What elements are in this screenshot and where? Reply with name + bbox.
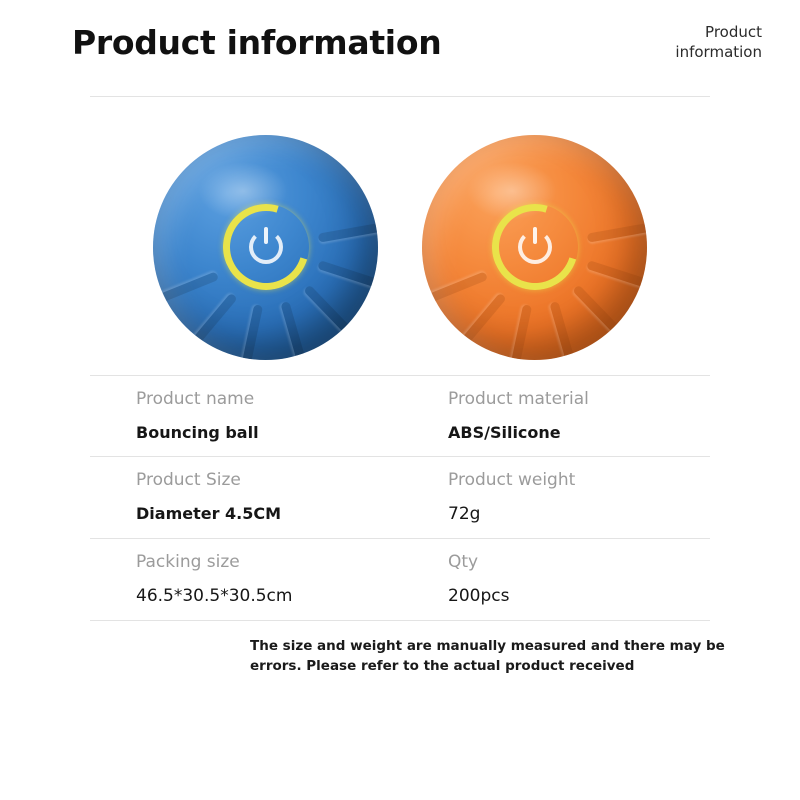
spec-label: Product Size — [136, 470, 241, 490]
spec-cell-product-size — [90, 470, 400, 524]
specification-table — [90, 375, 710, 621]
table-row — [90, 539, 710, 621]
blue-bouncing-ball-image — [153, 135, 378, 360]
spec-value: Diameter 4.5CM — [136, 504, 282, 523]
page-header — [0, 0, 800, 78]
power-icon — [518, 230, 552, 264]
spec-value: 72g — [448, 504, 481, 524]
power-icon — [249, 230, 283, 264]
spec-label: Product name — [136, 389, 255, 409]
spec-cell-packing-size — [90, 552, 400, 606]
spec-cell-product-name — [90, 389, 400, 442]
page-title: Product information — [72, 23, 442, 62]
spec-value: 200pcs — [448, 586, 510, 606]
spec-label: Packing size — [136, 552, 240, 572]
corner-title-line1: Product — [705, 23, 762, 41]
spec-value: Bouncing ball — [136, 423, 259, 442]
spec-cell-product-weight — [400, 470, 710, 524]
spec-cell-product-material — [400, 389, 710, 442]
spec-value: 46.5*30.5*30.5cm — [136, 586, 293, 606]
product-images — [0, 97, 800, 369]
measurement-disclaimer: The size and weight are manually measured and there may be errors. Please refer to the actual product received — [250, 638, 725, 674]
spec-label: Product material — [448, 389, 589, 409]
spec-label: Product weight — [448, 470, 576, 490]
corner-title-line2: information — [675, 43, 762, 62]
table-row — [90, 376, 710, 457]
table-row — [90, 457, 710, 539]
spec-cell-qty — [400, 552, 710, 606]
orange-bouncing-ball-image — [422, 135, 647, 360]
corner-title — [642, 22, 762, 63]
spec-label: Qty — [448, 552, 479, 572]
spec-value: ABS/Silicone — [448, 423, 561, 442]
